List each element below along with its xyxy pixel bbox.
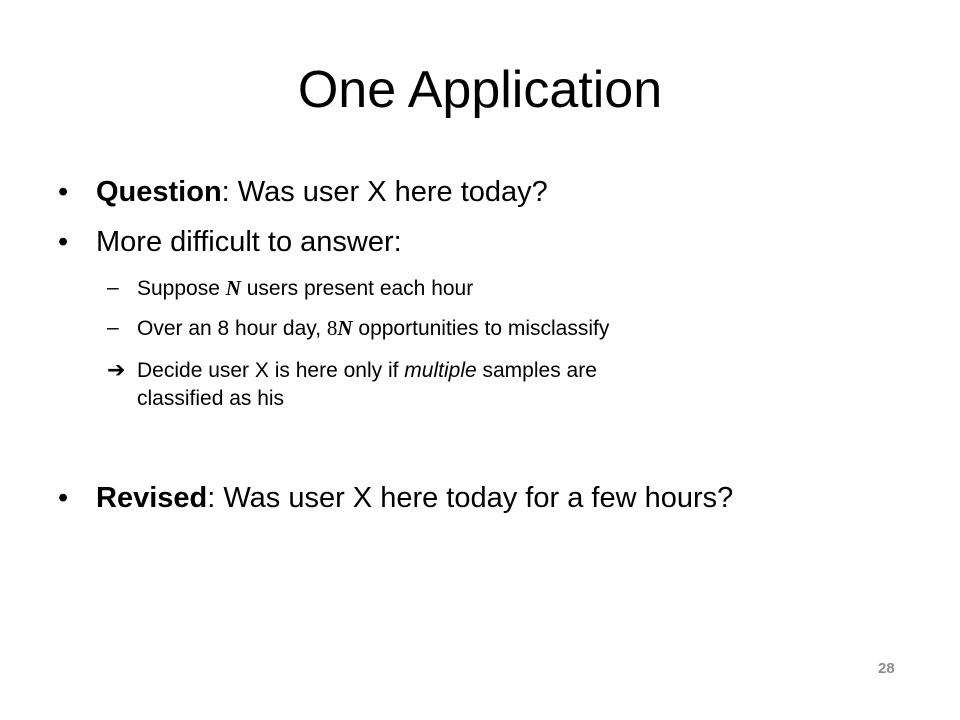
bullet-rest: : Was user X here today? (221, 176, 548, 208)
variable-n: N (225, 276, 241, 300)
sub-bullet-marker: – (107, 316, 119, 339)
sub-bullet-text: Over an 8 hour day, 8N opportunities to misclassify (137, 316, 610, 340)
bullet-dot-icon: • (58, 176, 69, 208)
right-arrow-icon: ➔ (107, 358, 126, 383)
variable-8: 8 (326, 316, 338, 340)
variable-n: N (337, 316, 353, 340)
bullet-bold-lead: Question (96, 176, 222, 208)
bullet-dot-icon: • (58, 226, 69, 258)
bullet-rest: : Was user X here today for a few hours? (207, 482, 734, 514)
bullet-text (96, 480, 733, 516)
bullet-text (96, 174, 548, 210)
sub-bullet-marker: – (107, 276, 119, 299)
slide-title: One Application (297, 61, 663, 119)
bullet-text: More difficult to answer: (96, 226, 402, 258)
sub-bullet-text: classified as his (137, 387, 285, 410)
emphasis-multiple: multiple (404, 359, 477, 382)
page-number: 28 (878, 660, 895, 677)
bullet-dot-icon: • (58, 482, 69, 514)
sub-bullet-text: Decide user X is here only if multiple samples are (137, 359, 597, 382)
sub-bullet-text: Suppose N users present each hour (137, 276, 474, 300)
bullet-bold-lead: Revised (96, 482, 208, 514)
